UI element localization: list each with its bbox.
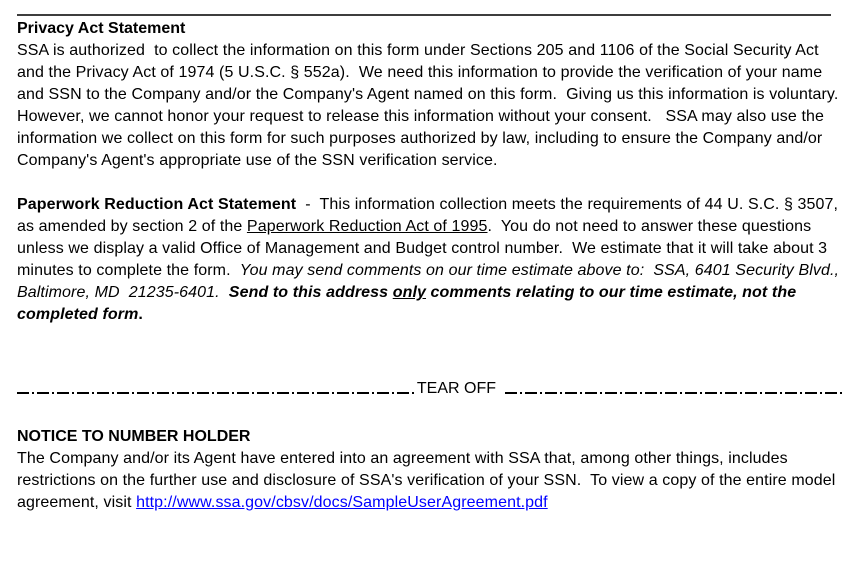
notice-to-number-holder-heading: NOTICE TO NUMBER HOLDER [17,428,251,445]
only-emphasis-underlined: only [392,284,427,301]
tear-off-label: TEAR OFF [416,380,496,397]
privacy-act-body-text: SSA is authorized to collect the information on this form under Sections 205 and 1106 of the Social Security Act and the Privacy Act of 1974 (5 U.S.C. § 552a). We need this information to provide the verification of your name and SSN to the Company and/or the Company's Agent named on this form. Giving us this information is voluntary. However, we cannot honor your request to release this information without your consent. SSA may also use the information we collect on this form for such purposes authorized by law, including to ensure the Company and/or Company's Agent's appropriate use of the SSN verification service. [17,42,848,169]
paperwork-reduction-text-2: . You do not need to answer these questions unless we display a valid Office of Management and Budget control number. We estimate that it will take about 3 minutes to complete the form. [17,218,832,279]
emphasis-continued: comments relating to our time estimate, not the completed form [17,284,801,323]
tear-off-dashes-left [17,392,416,394]
paperwork-reduction-heading: Paperwork Reduction Act Statement [17,196,297,213]
paperwork-reduction-act-underlined: Paperwork Reduction Act of 1995 [246,218,488,235]
tear-off-dashes-right [505,392,843,394]
sample-user-agreement-link[interactable]: http://www.ssa.gov/cbsv/docs/SampleUserAgreement.pdf [136,494,548,511]
emphasis-period: . [138,306,143,323]
paperwork-reduction-text-1: - This information collection meets the requirements of 44 U. S.C. § 3507, as amended by section 2 of the [17,196,843,235]
notice-paragraph [17,448,843,514]
send-to-address-emphasis: Send to this address [228,284,393,301]
time-estimate-comment-note: You may send comments on our time estimate above to: SSA, 6401 Security Blvd., Baltimore, MD 21235-6401. [17,262,844,301]
top-divider [17,14,831,16]
privacy-act-heading: Privacy Act Statement [17,20,186,37]
tear-off-separator [17,378,843,400]
notice-body-text: The Company and/or its Agent have entered into an agreement with SSA that, among other things, includes restrictions on the further use and disclosure of SSA's verification of your SSN. To view a copy of the entire model agreement, visit [17,450,840,511]
privacy-act-paragraph [17,40,848,172]
paperwork-reduction-paragraph [17,194,843,326]
